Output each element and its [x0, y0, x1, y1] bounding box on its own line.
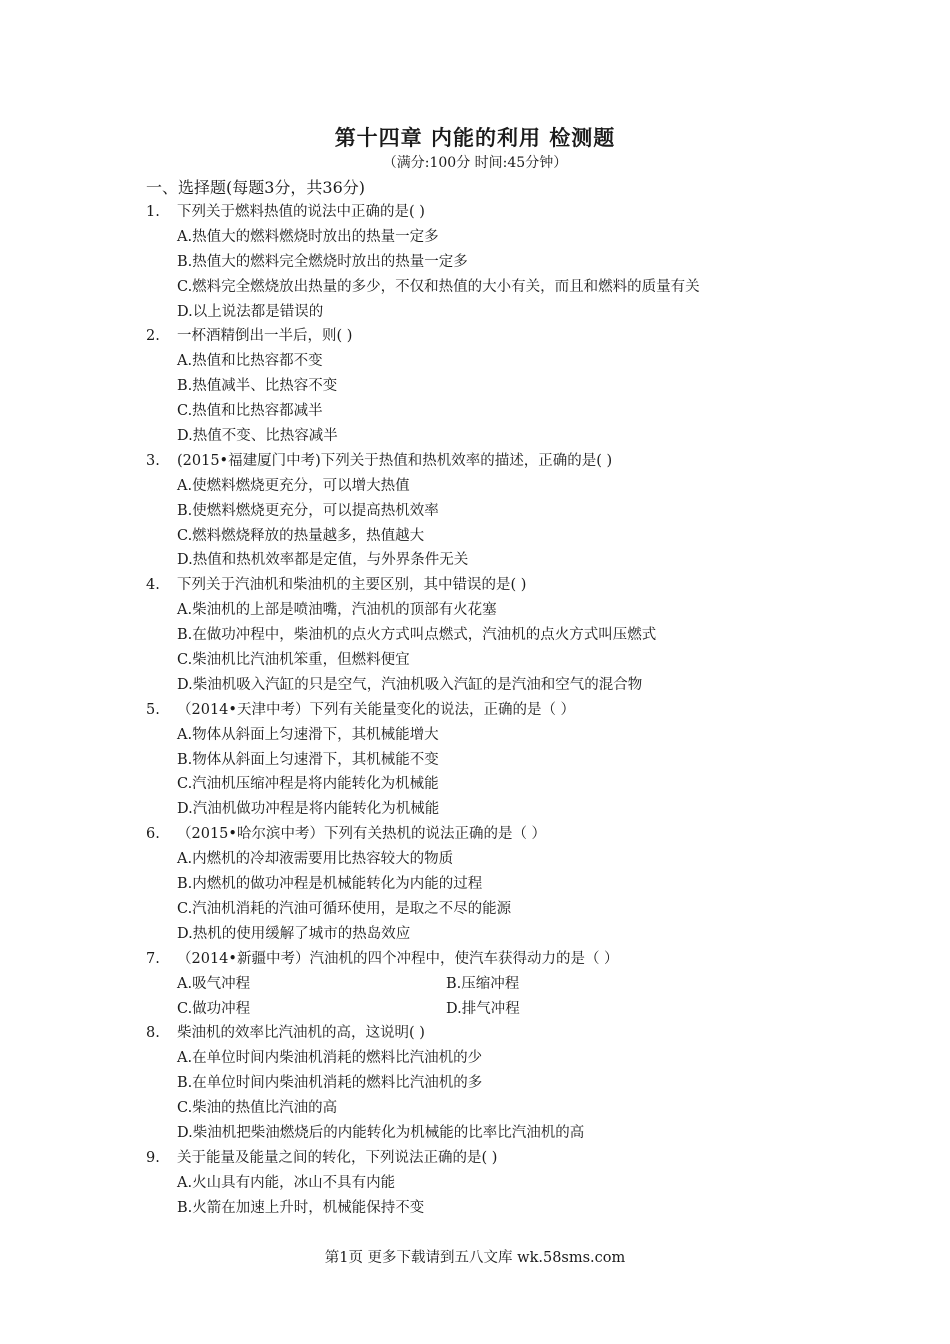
question-stem: 下列关于燃料热值的说法中正确的是( ) — [177, 204, 425, 220]
page-title: 第十四章 内能的利用 检测题 — [334, 125, 616, 150]
option: A.热值和比热容都不变 — [177, 353, 323, 370]
option-row — [0, 424, 950, 449]
option-row — [0, 797, 950, 822]
option: C.热值和比热容都减半 — [177, 403, 323, 420]
option-row — [0, 1171, 950, 1196]
option: D.汽油机做功冲程是将内能转化为机械能 — [177, 801, 440, 818]
option: D.柴油机吸入汽缸的只是空气，汽油机吸入汽缸的是汽油和空气的混合物 — [177, 676, 643, 693]
question-1 — [0, 200, 950, 225]
option-row — [0, 673, 950, 698]
question-stem: 一杯酒精倒出一半后，则( ) — [177, 328, 353, 345]
page-subtitle: （满分:100分 时间:45分钟） — [382, 155, 568, 171]
question-stem: 柴油机的效率比汽油机的高，这说明( ) — [177, 1025, 425, 1042]
question-7 — [0, 947, 950, 972]
option-row — [0, 1096, 950, 1121]
question-number: 7. — [146, 950, 160, 967]
option-row — [0, 499, 950, 524]
option: A.热值大的燃料燃烧时放出的热量一定多 — [177, 228, 439, 245]
option-row — [0, 250, 950, 275]
option-row — [0, 374, 950, 399]
option-row — [0, 548, 950, 573]
option-row — [0, 748, 950, 773]
option-row — [0, 1071, 950, 1096]
question-stem: 关于能量及能量之间的转化，下列说法正确的是( ) — [177, 1149, 498, 1166]
option-row — [0, 474, 950, 499]
question-stem: （2014•天津中考）下列有关能量变化的说法，正确的是（ ） — [177, 701, 576, 718]
question-stem: (2015•福建厦门中考)下列关于热值和热机效率的描述，正确的是( ) — [177, 452, 613, 469]
option-row — [0, 922, 950, 947]
option-row — [0, 1121, 950, 1146]
option-row — [0, 349, 950, 374]
option-row — [0, 399, 950, 424]
question-number: 3. — [146, 452, 160, 469]
option-row — [0, 897, 950, 922]
option: C.柴油的热值比汽油的高 — [177, 1100, 338, 1117]
question-5 — [0, 698, 950, 723]
option-row — [0, 972, 950, 997]
option: D.热值和热机效率都是定值，与外界条件无关 — [177, 552, 469, 569]
option-row — [0, 772, 950, 797]
option: B.使燃料燃烧更充分，可以提高热机效率 — [177, 502, 439, 519]
option: D.排气冲程 — [446, 1000, 520, 1017]
question-8 — [0, 1021, 950, 1046]
option-row — [0, 623, 950, 648]
option: B.火箭在加速上升时，机械能保持不变 — [177, 1199, 425, 1216]
option: A.在单位时间内柴油机消耗的燃料比汽油机的少 — [177, 1050, 483, 1067]
question-number: 2. — [146, 328, 160, 345]
question-stem: 下列关于汽油机和柴油机的主要区别，其中错误的是( ) — [177, 577, 527, 594]
option-row — [0, 275, 950, 300]
option: A.火山具有内能，冰山不具有内能 — [177, 1174, 396, 1191]
option: B.热值大的燃料完全燃烧时放出的热量一定多 — [177, 253, 468, 270]
option: D.以上说法都是错误的 — [177, 303, 324, 320]
option-row — [0, 524, 950, 549]
question-number: 6. — [146, 826, 160, 843]
option-row — [0, 648, 950, 673]
question-list — [0, 176, 950, 1221]
question-stem: （2014•新疆中考）汽油机的四个冲程中，使汽车获得动力的是（ ） — [177, 950, 619, 967]
option: C.柴油机比汽油机笨重，但燃料便宜 — [177, 652, 410, 669]
option: D.热机的使用缓解了城市的热岛效应 — [177, 925, 411, 942]
option: C.汽油机压缩冲程是将内能转化为机械能 — [177, 776, 439, 793]
option: A.使燃料燃烧更充分，可以增大热值 — [177, 477, 410, 494]
question-number: 1. — [146, 204, 160, 220]
question-number: 8. — [146, 1025, 160, 1042]
option: C.燃料燃烧释放的热量越多，热值越大 — [177, 527, 425, 544]
question-number: 9. — [146, 1149, 160, 1166]
option: C.燃料完全燃烧放出热量的多少，不仅和热值的大小有关，而且和燃料的质量有关 — [177, 278, 700, 295]
option: B.在做功冲程中，柴油机的点火方式叫点燃式，汽油机的点火方式叫压燃式 — [177, 627, 657, 644]
section-heading: 一、选择题(每题3分，共36分) — [146, 178, 366, 197]
option-row — [0, 872, 950, 897]
option: D.热值不变、比热容减半 — [177, 428, 338, 445]
option-row — [0, 1046, 950, 1071]
option: A.柴油机的上部是喷油嘴，汽油机的顶部有火花塞 — [177, 602, 497, 619]
question-3 — [0, 449, 950, 474]
option: B.物体从斜面上匀速滑下，其机械能不变 — [177, 751, 439, 768]
question-9 — [0, 1146, 950, 1171]
option: B.内燃机的做功冲程是机械能转化为内能的过程 — [177, 876, 483, 893]
option: C.汽油机消耗的汽油可循环使用，是取之不尽的能源 — [177, 900, 512, 917]
option-row — [0, 225, 950, 250]
option-row — [0, 300, 950, 325]
question-number: 5. — [146, 701, 160, 718]
option: A.内燃机的冷却液需要用比热容较大的物质 — [177, 851, 454, 868]
question-stem: （2015•哈尔滨中考）下列有关热机的说法正确的是（ ） — [177, 826, 547, 843]
option: B.热值减半、比热容不变 — [177, 378, 338, 395]
question-number: 4. — [146, 577, 160, 594]
option: B.在单位时间内柴油机消耗的燃料比汽油机的多 — [177, 1075, 483, 1092]
option-row — [0, 1196, 950, 1221]
page-footer: 第1页 更多下载请到五八文库 wk.58sms.com — [324, 1250, 626, 1266]
option: A.吸气冲程 — [177, 975, 251, 992]
question-6 — [0, 822, 950, 847]
option: B.压缩冲程 — [446, 975, 520, 992]
option: C.做功冲程 — [177, 1000, 251, 1017]
option: D.柴油机把柴油燃烧后的内能转化为机械能的比率比汽油机的高 — [177, 1124, 585, 1141]
option-row — [0, 723, 950, 748]
option-row — [0, 847, 950, 872]
option-row — [0, 598, 950, 623]
question-4 — [0, 573, 950, 598]
question-2 — [0, 324, 950, 349]
option-row — [0, 997, 950, 1022]
option: A.物体从斜面上匀速滑下，其机械能增大 — [177, 726, 439, 743]
